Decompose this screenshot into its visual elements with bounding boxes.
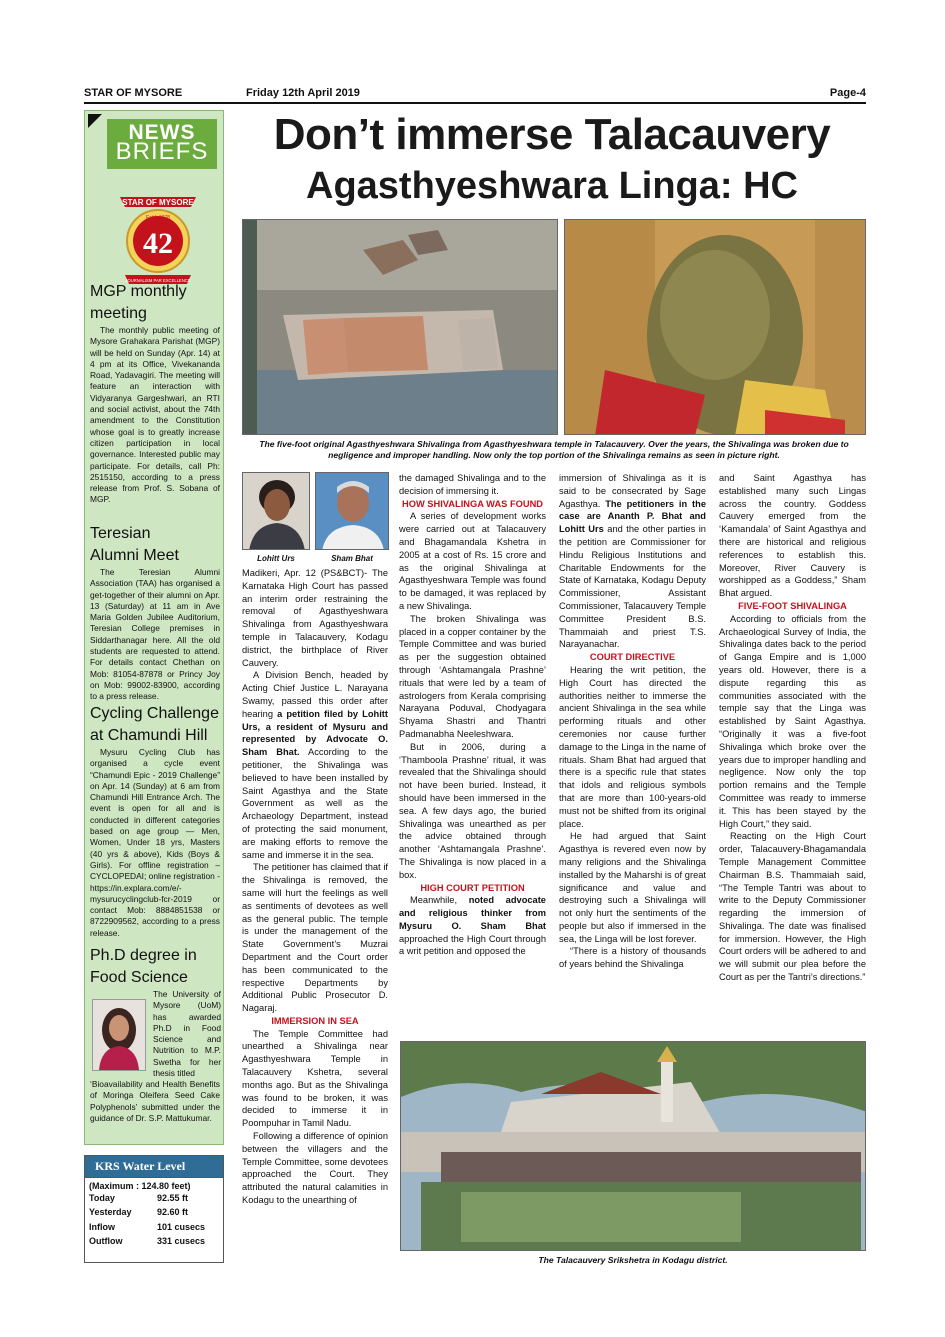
news-briefs-banner (107, 119, 217, 169)
bold-text: The petitioners in the case are Ananth P. Bhat and Lohitt Urs (559, 498, 706, 535)
paragraph: Hearing the writ petition, the High Court has directed the authorities neither to immerse the ancient Shivalinga in the sea while performing rituals and other ceremonies nor cause further damage to the Linga in the name of rituals. Sham Bhat had argued that there is a specific rule that states that idols and religious symbols that are more than 100-years-old must not be shifted from its original place. (559, 664, 706, 829)
paragraph: The broken Shivalinga was placed in a copper container by the Temple Committee and was buried as per the suggestion obtained through ‘Ashtamangala Prashne’ rituals that were led by a team of astrologers from Kerala comprising Narayana Poduval, Chodyagara Shyama Shastri and Thantri Padmanabha Neeleshwara. (399, 613, 546, 739)
brief-body: The Teresian Alumni Association (TAA) has organised a get-together of their alumni on Apr. 13 (Saturday) at 11 am in Ave Maria Golden Jubilee Auditorium, Teresian College premises in Siddarthanagar here. All the old students are requested to attend. For details contact Chethan on Mob: 81054-87878 or Princy Joy on Mob: 99002-83900, according to a press release. (90, 567, 220, 702)
swetha-photo (92, 999, 146, 1071)
paragraph: Reacting on the High Court order, Talacauvery-Bhagamandala Temple Management Committee Chairman B.S. Thammaiah said, “The Temple Tantri was about to write to the Deputy Commissioner regarding the immersion of Shivalinga. The date was finalised for immersion. However, the High Court orders will be adhered to and we will submit our plea before the Court as per the Tantri’s directions.” (719, 831, 866, 983)
subhead-how-found: HOW SHIVALINGA WAS FOUND (402, 498, 543, 509)
masthead (84, 86, 866, 102)
phd-body-b: ‘Bioavailability and Health Benefits of Moringa Oleifera Seed Cake Polyphenols’ submitted under the guidance of Dr. S.P. Mattukumar. (90, 1079, 220, 1123)
paragraph: Following a difference of opinion between the villagers and the Temple Committee, some devotees approached the Court. They attributed the natural calamities in Kodagu to the unearthing of (242, 1131, 388, 1206)
anniversary-badge-icon (115, 183, 201, 293)
krs-row (85, 1207, 223, 1221)
paragraph: “There is a history of thousands of years behind the Shivalinga (559, 946, 706, 970)
portrait-caption-sham: Sham Bhat (331, 554, 373, 563)
krs-row (85, 1236, 223, 1250)
text: immersion of Shivalinga as it is said to be consecrated by Sage Agasthya. (559, 473, 706, 509)
paragraph (242, 669, 388, 861)
subhead-petition: HIGH COURT PETITION (420, 882, 525, 893)
subhead-immersion: IMMERSION IN SEA (271, 1015, 359, 1026)
text: approached the High Court through a writ petition and opposed the (399, 933, 546, 957)
article-column-3 (559, 472, 706, 971)
krs-maximum: (Maximum : 124.80 feet) (89, 1181, 191, 1191)
brief-title: Ph.D degree in Food Science (90, 947, 197, 986)
krs-row (85, 1193, 223, 1207)
article-column-2 (399, 472, 546, 958)
broken-shivalinga-photo (242, 219, 558, 435)
paper-name: STAR OF MYSORE (84, 87, 183, 99)
headline-line-2: Agasthyeshwara Linga: HC (306, 165, 798, 207)
paragraph (559, 472, 706, 651)
paragraph: and Saint Agasthya has established many such Lingas across the country. Goddess Cauvery emerged from the ‘Kamandala’ of Saint Agasthya and there are historical and religious references to establish this. Moreover, River Cauvery is worshipped as a Goddess,” Sham Bhat argued. (719, 473, 866, 599)
brief-title: MGP monthly meeting (90, 283, 187, 322)
lohitt-urs-photo (242, 472, 310, 550)
badge-estd: Estd. 1978 (146, 215, 170, 221)
krs-label: Inflow (89, 1221, 115, 1232)
paragraph: Madikeri, Apr. 12 (PS&BCT)- The Karnataka High Court has passed an interim order restraining the removal of Agasthyeshwara Shivalinga from Agasthyeshwara temple in Talacauvery, Kodagu district, the birthplace of River Cauvery. (242, 568, 388, 668)
paragraph: He had argued that Saint Agasthya is revered even now by many religions and the Shivalinga installed by the Maharshi is of great significance and value and destroying such a Shivalinga will not only hurt the sentiments of the people but also if immersed in the sea, the Linga will be lost forever. (559, 831, 706, 944)
paragraph: A series of development works were carried out at Talacauvery and Bhagamandala Kshetra in 2005 at a cost of Rs. 15 crore and as the original Shivalinga at Agasthyeshwara Temple was found to be damaged, it was replaced by a new Shivalinga. (399, 511, 546, 611)
sham-bhat-photo (315, 472, 389, 550)
news-briefs-panel (84, 110, 224, 1145)
talacauvery-srikshetra-photo (400, 1041, 866, 1251)
text: A Division Bench, headed by Acting Chief Justice L. Narayana Swamy, passed this order after hearing (242, 670, 388, 719)
krs-value: 92.60 ft (157, 1207, 189, 1218)
krs-value: 331 cusecs (157, 1236, 206, 1247)
badge-number: 42 (143, 227, 173, 260)
brief-body: The monthly public meeting of Mysore Grahakara Parishat (MGP) will be held on Sunday (Apr. 14) at 4 pm at its Office, Vivekananda Road, Yadavagiri. The meeting will feature an interaction with Vidyaranya Gargeshwari, an RTI and social activist, about the 74th amendment to the Constitution whose goal is to greatly increase citizen participation in local governance. Interested public may participate. For details, call Ph: 2515150, according to a press release from Prof. S. Sobana of MGP. (90, 325, 220, 505)
headline-line-1: Don’t immerse Talacauvery (273, 110, 831, 159)
bold-text: a petition filed by Lohitt Urs, a resident of Mysuru and represented by Advocate O. Sham Bhat. (242, 708, 388, 758)
badge-bottom-text: JOURNALISM PAR EXCELLENCE (125, 278, 191, 283)
paragraph: the damaged Shivalinga and to the decision of immersing it. (399, 473, 546, 496)
brief-body: Mysuru Cycling Club has organised a cycle event “Chamundi Epic - 2019 Challenge” on Apr. 14 (Sunday) at 6 am from Chamundi Hill Entrance Arch. The event is open for all and is conducted in different categories based on age group — Men, Women, Under 18 yrs, Masters (40 yrs & above), Kids (Boys & Girls). For offline registration – CYCLOPEDAI; online registration - https://in.explara.com/e/-mysurucyclingclub-fcr-2019 or contact Mob: 8884851538 or 8722909562, according to a press release. (90, 747, 220, 938)
subhead-five-foot: FIVE-FOOT SHIVALINGA (738, 600, 847, 611)
article-column-1 (242, 567, 388, 1207)
brief-title: Teresian Alumni Meet (90, 525, 179, 564)
shivalinga-top-photo (564, 219, 866, 435)
phd-body-a: The University of Mysore (UoM) has awarded Ph.D in Food Science and Nutrition to M.P. Swetha for her thesis titled (153, 989, 221, 1079)
text: According to the petitioner, the Shivalinga was believed to have been installed by Saint Agasthya and the State Government as well as the Archaeology Department, instead of protecting the said monument, are making efforts to remove the same and immerse it in the sea. (242, 747, 388, 860)
paragraph: The petitioner has claimed that if the Shivalinga is removed, the same will hurt the feelings as well as sentiments of devotees as well as the general public. The temple is under the management of the State Government’s Muzrai Department and the Court order has been communicated to the respective Departments by Additional Public Prosecutor D. Nagaraj. (242, 862, 388, 1014)
text: and the other parties in the petition are Commissioner for Hindu Religious Institutions and Charitable Endowments for the State of Karnataka, Kodagu Deputy Commissioner, Assistant Commissioner, Talacauvery Temple Committee President B.S. Thammaiah and priest T.S. Narayanachar. (559, 524, 706, 650)
krs-title: KRS Water Level (85, 1156, 223, 1178)
subhead-directive: COURT DIRECTIVE (589, 652, 676, 663)
paragraph: According to officials from the Archaeological Survey of India, the Shivalinga dates back to the period of Ganga Empire and is 1,000 years old. However, there is a dispute regarding this as communities associated with the temple say that the Linga was established by Saint Agasthya. “Originally it was a five-foot Shivalinga which broke over the years due to improper handling and negligence. Now only the top portion remains and the Temple Committee was ready to immerse it. This has been stayed by the High Court,” they said. (719, 613, 866, 829)
top-photo-caption: The five-foot original Agasthyeshwara Shivalinga from Agasthyeshwara temple in Talacauvery. Over the years, the Shivalinga was broken due to negligence and improper handling. Now only the top portion of the Shivalinga remains as seen in picture right. (259, 439, 849, 460)
text: Meanwhile, (410, 895, 458, 906)
badge-top-text: STAR OF MYSORE (122, 198, 194, 207)
krs-label: Yesterday (89, 1207, 132, 1218)
corner-triangle-icon (88, 114, 102, 128)
issue-date: Friday 12th April 2019 (246, 87, 360, 99)
krs-label: Outflow (89, 1236, 123, 1247)
bold-text: noted advocate and religious thinker from Mysuru O. Sham Bhat (399, 895, 546, 931)
paragraph (399, 894, 546, 958)
article-column-4 (719, 472, 866, 984)
paragraph: But in 2006, during a ‘Thamboola Prashne’ ritual, it was revealed that the Shivalinga should not have been buried. Instead, it should have been immersed in the sea. A few days ago, the buried Shivalinga was unearthed as per the advice obtained through another ‘Ashtamangala Prashne’. The Shivalinga is now placed in a box. (399, 741, 546, 880)
bottom-photo-caption: The Talacauvery Srikshetra in Kodagu district. (538, 1255, 728, 1265)
portrait-caption-lohitt: Lohitt Urs (257, 554, 295, 563)
news-label: NEWS (128, 121, 196, 144)
krs-value: 92.55 ft (157, 1193, 189, 1203)
krs-label: Today (89, 1193, 115, 1203)
masthead-rule (84, 102, 866, 104)
page-number: Page-4 (829, 87, 866, 99)
krs-value: 101 cusecs (157, 1221, 206, 1232)
krs-water-level-box (84, 1155, 224, 1263)
briefs-label: BRIEFS (115, 138, 209, 165)
krs-row (85, 1222, 223, 1236)
paragraph: The Temple Committee had unearthed a Shivalinga near Agasthyeshwara Temple in Talacauvery Kshetra, several months ago. But as the Shivalinga was found to be broken, it was decided to immerse it in Poompuhar in Tamil Nadu. (242, 1028, 388, 1129)
brief-title: Cycling Challenge at Chamundi Hill (90, 705, 219, 744)
